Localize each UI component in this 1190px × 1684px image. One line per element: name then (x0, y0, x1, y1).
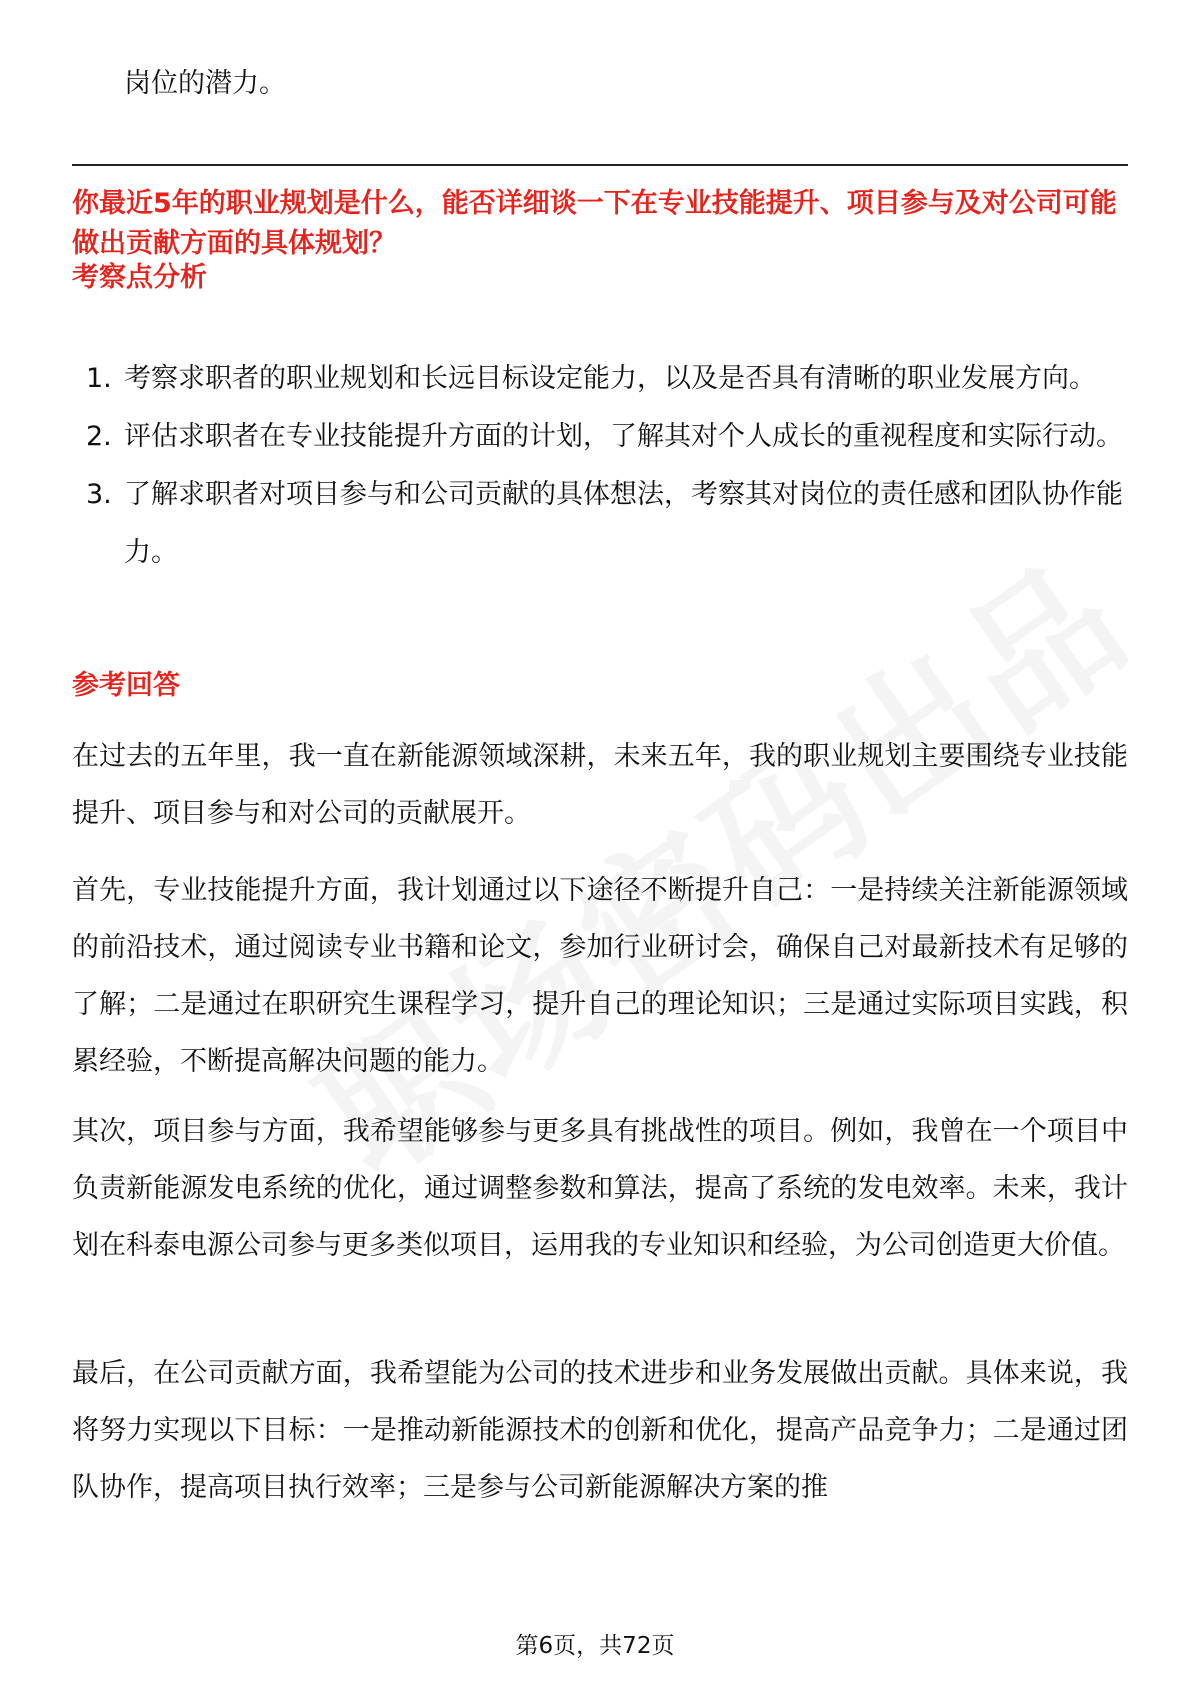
analysis-point (72, 408, 1128, 466)
answer-paragraph: 首先，专业技能提升方面，我计划通过以下途径不断提升自己：一是持续关注新能源领域的前沿技术，通过阅读专业书籍和论文，参加行业研讨会，确保自己对最新技术有足够的了解；二是通过在职研究生课程学习，提升自己的理论知识；三是通过实际项目实践，积累经验，不断提高解决问题的能力。 (72, 875, 1128, 1077)
analysis-point (72, 466, 1128, 582)
analysis-list (72, 350, 1128, 582)
page-number: 第6页，共72页 (515, 1633, 675, 1659)
answer-paragraph: 最后，在公司贡献方面，我希望能为公司的技术进步和业务发展做出贡献。具体来说，我将努力实现以下目标：一是推动新能源技术的创新和优化，提高产品竞争力；二是通过团队协作，提高项目执行效率；三是参与公司新能源解决方案的推 (72, 1358, 1128, 1503)
point-text: 了解求职者对项目参与和公司贡献的具体想法，考察其对岗位的责任感和团队协作能力。 (124, 479, 1123, 568)
answer-paragraph: 其次，项目参与方面，我希望能够参与更多具有挑战性的项目。例如，我曾在一个项目中负责新能源发电系统的优化，通过调整参数和算法，提高了系统的发电效率。未来，我计划在科泰电源公司参与更多类似项目，运用我的专业知识和经验，为公司创造更大价值。 (72, 1116, 1128, 1261)
point-number: 1. (86, 363, 112, 394)
point-text: 考察求职者的职业规划和长远目标设定能力，以及是否具有清晰的职业发展方向。 (124, 363, 1096, 394)
section-divider (72, 164, 1128, 166)
continuation-text: 岗位的潜力。 (124, 68, 286, 99)
reference-heading: 参考回答 (72, 670, 180, 701)
question-heading: 你最近5年的职业规划是什么，能否详细谈一下在专业技能提升、项目参与及对公司可能做出贡献方面的具体规划？ (72, 188, 1117, 259)
analysis-point (72, 350, 1128, 408)
point-number: 2. (86, 421, 112, 452)
analysis-heading: 考察点分析 (72, 262, 207, 293)
point-text: 评估求职者在专业技能提升方面的计划，了解其对个人成长的重视程度和实际行动。 (124, 421, 1123, 452)
point-number: 3. (86, 479, 112, 510)
answer-paragraph: 在过去的五年里，我一直在新能源领域深耕，未来五年，我的职业规划主要围绕专业技能提升、项目参与和对公司的贡献展开。 (72, 741, 1128, 829)
